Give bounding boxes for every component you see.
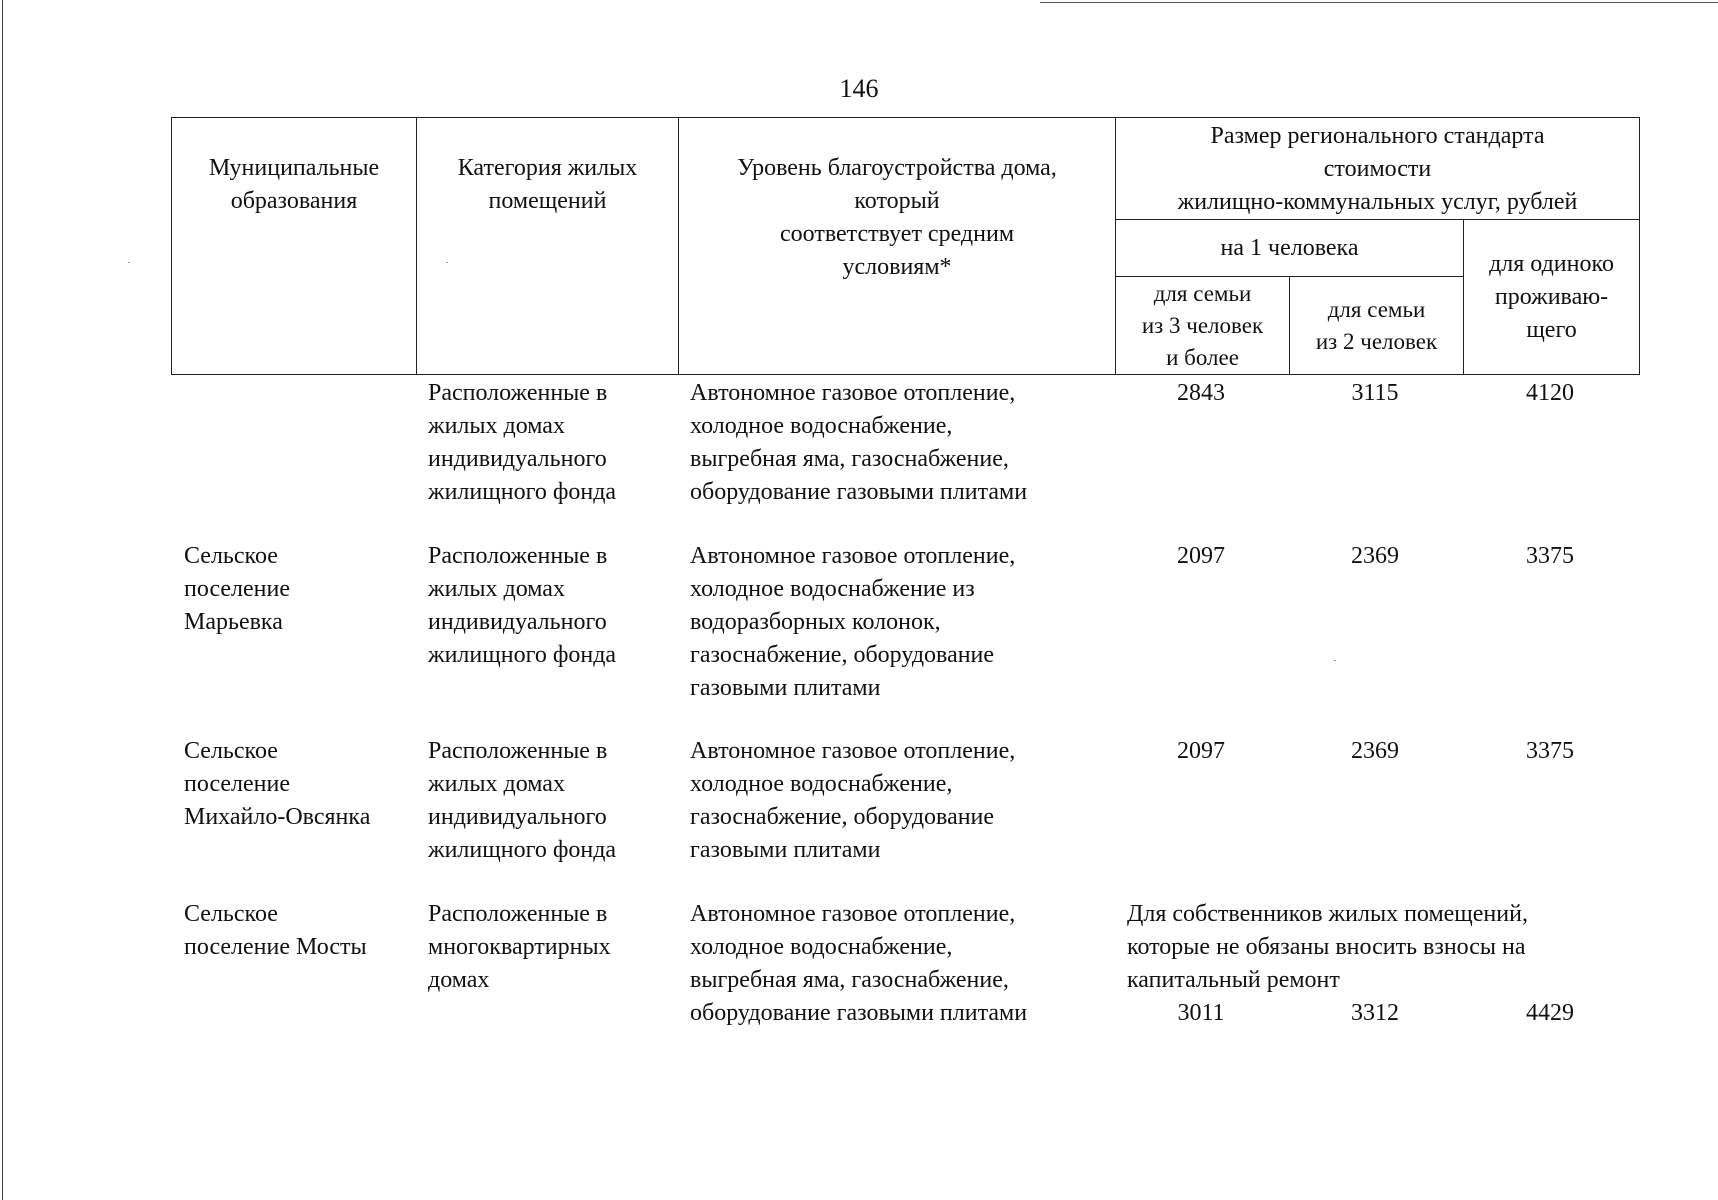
- header-text: Уровень благоустройства дома,: [737, 155, 1057, 181]
- cell-text: Расположенные в: [428, 738, 608, 764]
- row-municipality: [184, 540, 424, 639]
- value-family3: 2097: [1177, 543, 1225, 569]
- cell-text: газоснабжение, оборудование: [690, 804, 995, 830]
- cell-text: водоразборных колонок,: [690, 609, 941, 635]
- value-family2: 3312: [1351, 1000, 1399, 1026]
- cell-text: газовыми плитами: [690, 675, 881, 701]
- header-text: из 3 человек: [1141, 312, 1264, 338]
- cell-text: поселение: [184, 771, 291, 797]
- cell-text: холодное водоснабжение,: [690, 934, 953, 960]
- cell-text: жилых домах: [428, 413, 565, 439]
- cell-text: которые не обязаны вносить взносы на: [1127, 934, 1526, 960]
- value-family2: 2369: [1351, 543, 1399, 569]
- cell-text: Сельское: [184, 738, 278, 764]
- cell-text: Автономное газовое отопление,: [690, 543, 1016, 569]
- header-group-standard: [1116, 118, 1640, 220]
- header-text: для семьи: [1327, 296, 1426, 322]
- scan-speck: [128, 262, 130, 263]
- header-family2: [1290, 277, 1464, 375]
- cell-text: Для собственников жилых помещений,: [1127, 901, 1528, 927]
- header-per-person: на 1 человека: [1116, 220, 1464, 277]
- cell-text: Автономное газовое отопление,: [690, 901, 1016, 927]
- table-header: [171, 117, 1640, 375]
- cell-text: капитальный ремонт: [1127, 967, 1340, 993]
- header-single: [1464, 220, 1640, 375]
- header-text: для семьи: [1153, 280, 1252, 306]
- cell-text: жилищного фонда: [428, 837, 617, 863]
- row-category: [428, 898, 678, 997]
- cell-text: Марьевка: [184, 609, 283, 635]
- row-level: [690, 377, 1120, 509]
- header-text: помещений: [488, 188, 607, 214]
- cell-text: газовыми плитами: [690, 837, 881, 863]
- scan-speck: [1334, 660, 1336, 661]
- cell-text: холодное водоснабжение,: [690, 771, 953, 797]
- header-text: и более: [1166, 344, 1239, 370]
- cell-text: жилищного фонда: [428, 642, 617, 668]
- header-level: [679, 118, 1116, 375]
- header-text: соответствует средним: [780, 221, 1014, 247]
- row-level: [690, 735, 1120, 867]
- cell-text: поселение Мосты: [184, 934, 367, 960]
- row-level: [690, 898, 1120, 1030]
- cell-text: индивидуального: [428, 446, 607, 472]
- header-text: который: [854, 188, 940, 214]
- header-category: [417, 118, 679, 375]
- cell-text: жилых домах: [428, 771, 565, 797]
- page-number: 146: [839, 74, 879, 103]
- cell-text: Сельское: [184, 901, 278, 927]
- value-family3: 2097: [1177, 738, 1225, 764]
- row-municipality: [184, 735, 424, 834]
- header-text: для одиноко: [1489, 250, 1614, 277]
- value-family2: 3115: [1351, 380, 1399, 406]
- header-text: Размер регионального стандарта: [1210, 123, 1545, 149]
- scan-edge-line: [2, 0, 3, 1200]
- cell-text: индивидуального: [428, 609, 607, 635]
- cell-text: Михайло-Овсянка: [184, 804, 371, 830]
- value-family3: 2843: [1177, 380, 1225, 406]
- value-single: 3375: [1526, 543, 1574, 569]
- cell-text: газоснабжение, оборудование: [690, 642, 995, 668]
- header-text: образования: [230, 188, 358, 214]
- cell-text: Расположенные в: [428, 901, 608, 927]
- cell-text: жилых домах: [428, 576, 565, 602]
- cell-text: поселение: [184, 576, 291, 602]
- header-municipality: [172, 118, 417, 375]
- value-family3: 3011: [1177, 1000, 1225, 1026]
- row-municipality: [184, 898, 424, 964]
- header-text: стоимости: [1323, 156, 1432, 182]
- row-category: [428, 735, 678, 867]
- cell-text: Сельское: [184, 543, 278, 569]
- header-text: Категория жилых: [457, 155, 638, 181]
- cell-text: оборудование газовыми плитами: [690, 479, 1028, 505]
- value-single: 4429: [1526, 1000, 1574, 1026]
- cell-text: Расположенные в: [428, 380, 608, 406]
- row-owners-note: [1127, 898, 1647, 997]
- cell-text: жилищного фонда: [428, 479, 617, 505]
- header-text: щего: [1526, 316, 1577, 343]
- cell-text: индивидуального: [428, 804, 607, 830]
- header-text: Муниципальные: [208, 155, 380, 181]
- cell-text: выгребная яма, газоснабжение,: [690, 967, 1009, 993]
- cell-text: оборудование газовыми плитами: [690, 1000, 1028, 1026]
- cell-text: выгребная яма, газоснабжение,: [690, 446, 1009, 472]
- header-text: жилищно-коммунальных услуг, рублей: [1177, 189, 1578, 215]
- row-category: [428, 377, 678, 509]
- row-category: [428, 540, 678, 672]
- cell-text: Автономное газовое отопление,: [690, 380, 1016, 406]
- header-text: из 2 человек: [1315, 328, 1438, 354]
- header-text: условиям*: [842, 254, 952, 280]
- header-text: проживаю-: [1494, 283, 1609, 310]
- cell-text: многоквартирных: [428, 934, 611, 960]
- header-family3: [1116, 277, 1290, 375]
- cell-text: домах: [428, 967, 490, 993]
- value-single: 4120: [1526, 380, 1574, 406]
- cell-text: Автономное газовое отопление,: [690, 738, 1016, 764]
- row-level: [690, 540, 1120, 705]
- value-single: 3375: [1526, 738, 1574, 764]
- cell-text: холодное водоснабжение из: [690, 576, 975, 602]
- scan-top-line: [1040, 2, 1718, 3]
- cell-text: холодное водоснабжение,: [690, 413, 953, 439]
- cell-text: Расположенные в: [428, 543, 608, 569]
- value-family2: 2369: [1351, 738, 1399, 764]
